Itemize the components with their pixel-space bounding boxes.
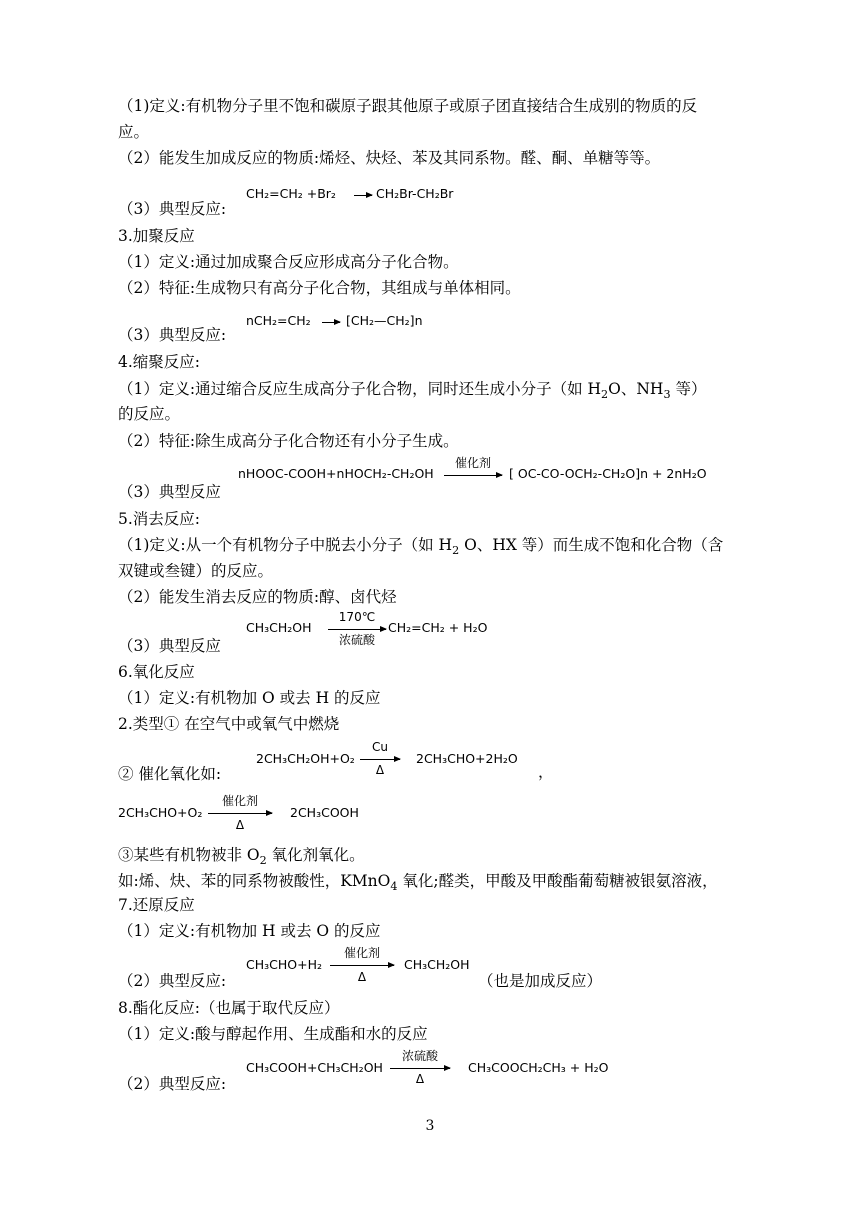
text-line: （2）特征:生成物只有高分子化合物，其组成与单体相同。 bbox=[118, 279, 521, 297]
reaction-7-reactants: CH₃CHO+H₂ bbox=[246, 957, 322, 972]
text-line: （1）定义:有机物加 H 或去 O 的反应 bbox=[118, 922, 381, 940]
text-line: 双键或叁键）的反应。 bbox=[118, 562, 274, 580]
reaction-4-arrow bbox=[328, 629, 386, 630]
text-line: （2）能发生加成反应的物质:烯烃、炔烃、苯及其同系物。醛、酮、单糖等等。 bbox=[118, 149, 661, 167]
text-line: （2）能发生消去反应的物质:醇、卤代烃 bbox=[118, 588, 397, 606]
section-heading: 7.还原反应 bbox=[118, 896, 195, 914]
text-line: （3）典型反应 bbox=[118, 637, 221, 655]
reaction-6-condition-top: 催化剂 bbox=[221, 794, 258, 808]
text-line: （1）定义:通过加成聚合反应形成高分子化合物。 bbox=[118, 253, 459, 271]
section-heading: 3.加聚反应 bbox=[118, 227, 195, 245]
reaction-7-arrow bbox=[330, 965, 394, 966]
text-line: （3）典型反应: bbox=[118, 326, 227, 344]
reaction-6-condition-bottom: Δ bbox=[235, 818, 245, 832]
reaction-8-reactants: CH₃COOH+CH₃CH₂OH bbox=[246, 1060, 383, 1075]
reaction-2-arrow bbox=[322, 322, 340, 323]
text-line: （3）典型反应 bbox=[118, 483, 221, 501]
reaction-3-products: [ OC-CO-OCH₂-CH₂O]n + 2nH₂O bbox=[509, 466, 707, 481]
reaction-7-condition-top: 催化剂 bbox=[343, 946, 380, 960]
section-heading: 6.氧化反应 bbox=[118, 663, 195, 681]
text-line: 应。 bbox=[118, 123, 150, 141]
text-line: （1)定义:从一个有机物分子中脱去小分子（如 $H_2$ O、HX 等）而生成不饱和化合物（含 bbox=[118, 536, 724, 558]
text-line: （3）典型反应: bbox=[118, 200, 227, 218]
reaction-5-reactants: 2CH₃CH₂OH+O₂ bbox=[256, 751, 355, 766]
text-line: （1）定义:有机物加 O 或去 H 的反应 bbox=[118, 689, 381, 707]
reaction-4-condition-bottom: 浓硫酸 bbox=[338, 633, 375, 647]
reaction-1-products: CH₂Br-CH₂Br bbox=[376, 186, 454, 201]
text-line: ② 催化氧化如: bbox=[118, 765, 222, 783]
text-line: （1）定义:酸与醇起作用、生成酯和水的反应 bbox=[118, 1025, 428, 1043]
reaction-8-condition-top: 浓硫酸 bbox=[401, 1049, 438, 1063]
reaction-7-condition-bottom: Δ bbox=[357, 970, 367, 984]
reaction-2-reactants: nCH₂=CH₂ bbox=[246, 313, 311, 328]
text-line: ③某些有机物被非 $O_2$ 氧化剂氧化。 bbox=[118, 846, 365, 868]
page-number: 3 bbox=[425, 1118, 435, 1134]
reaction-4-reactants: CH₃CH₂OH bbox=[246, 620, 312, 635]
text-line: （也是加成反应） bbox=[478, 972, 603, 990]
text-line: （2）典型反应: bbox=[118, 972, 227, 990]
reaction-5-condition-bottom: Δ bbox=[375, 763, 385, 777]
reaction-2-products: [CH₂—CH₂]n bbox=[346, 313, 423, 328]
text-line: （1)定义:有机物分子里不饱和碳原子跟其他原子或原子团直接结合生成别的物质的反 bbox=[118, 97, 698, 115]
reaction-6-arrow bbox=[208, 813, 272, 814]
reaction-8-arrow bbox=[390, 1068, 450, 1069]
reaction-8-condition-bottom: Δ bbox=[415, 1072, 425, 1086]
section-heading: 5.消去反应: bbox=[118, 510, 201, 528]
reaction-5-products: 2CH₃CHO+2H₂O bbox=[416, 751, 518, 766]
text-line: （2）典型反应: bbox=[118, 1075, 227, 1093]
reaction-1-arrow bbox=[354, 195, 372, 196]
reaction-3-condition: 催化剂 bbox=[454, 456, 491, 470]
reaction-8-products: CH₃COOCH₂CH₃ + H₂O bbox=[468, 1060, 609, 1075]
reaction-3-arrow bbox=[444, 475, 502, 476]
reaction-5-condition-top: Cu bbox=[372, 740, 388, 754]
reaction-5-arrow bbox=[360, 759, 400, 760]
text-line: 2.类型① 在空气中或氧气中燃烧 bbox=[118, 715, 340, 733]
text-line: 的反应。 bbox=[118, 405, 181, 423]
text-line: （1）定义:通过缩合反应生成高分子化合物，同时还生成小分子（如 $H_2O$、$NH_3$ 等） bbox=[118, 380, 707, 402]
text-line: ， bbox=[538, 763, 554, 781]
reaction-4-products: CH₂=CH₂ + H₂O bbox=[388, 620, 488, 635]
reaction-6-products: 2CH₃COOH bbox=[290, 805, 359, 820]
reaction-6-reactants: 2CH₃CHO+O₂ bbox=[118, 805, 203, 820]
text-line: 如:烯、炔、苯的同系物被酸性，KMnO$_4$ 氧化;醛类，甲酸及甲酸酯葡萄糖被银氨溶液， bbox=[118, 872, 718, 894]
section-heading: 8.酯化反应:（也属于取代反应） bbox=[118, 999, 340, 1017]
reaction-3-reactants: nHOOC-COOH+nHOCH₂-CH₂OH bbox=[238, 466, 434, 481]
reaction-1-reactants: CH₂=CH₂ +Br₂ bbox=[246, 186, 336, 201]
text-line: （2）特征:除生成高分子化合物还有小分子生成。 bbox=[118, 432, 459, 450]
section-heading: 4.缩聚反应: bbox=[118, 353, 201, 371]
reaction-7-products: CH₃CH₂OH bbox=[404, 957, 470, 972]
reaction-4-condition-top: 170℃ bbox=[338, 610, 376, 624]
